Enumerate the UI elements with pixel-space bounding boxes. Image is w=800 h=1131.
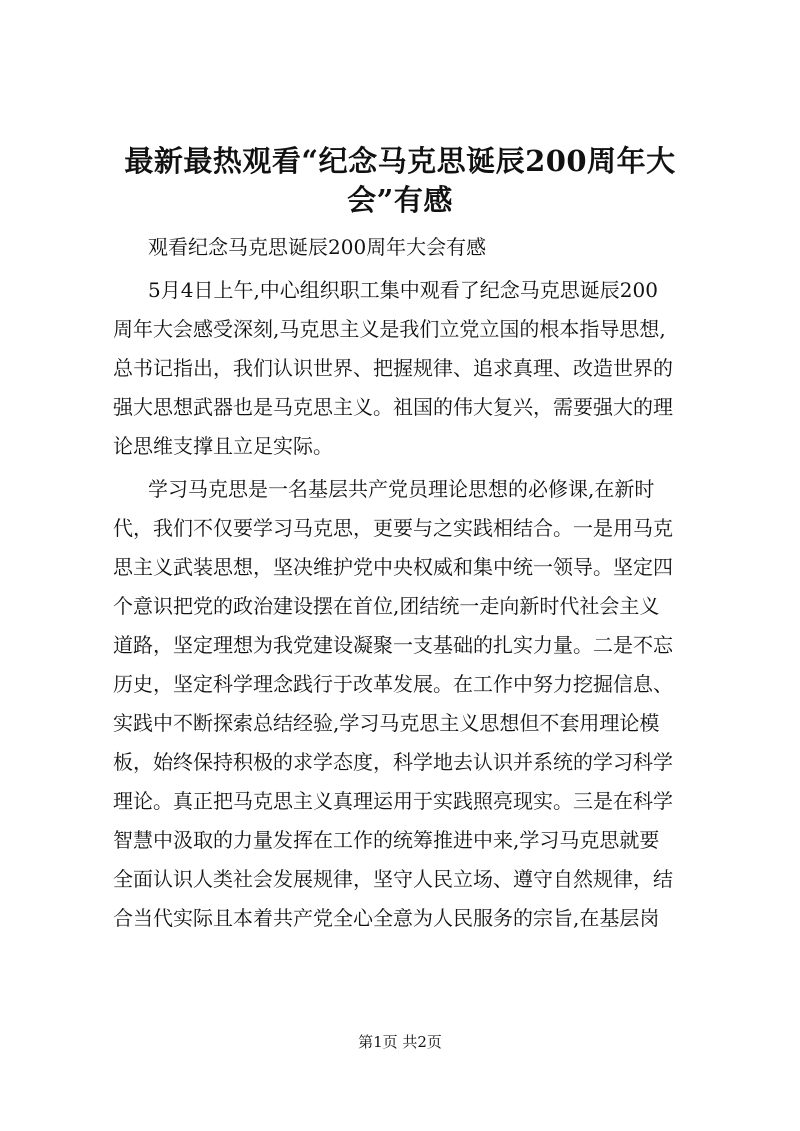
paragraph-2-line: 智慧中汲取的力量发挥在工作的统筹推进中来,学习马克思就要 bbox=[113, 828, 660, 852]
paragraph-2-line: 合当代实际且本着共产党全心全意为人民服务的宗旨,在基层岗 bbox=[113, 906, 660, 930]
paragraph-2-line: 板，始终保持积极的求学态度，科学地去认识并系统的学习科学 bbox=[113, 750, 673, 774]
paragraph-2-line: 代，我们不仅要学习马克思，更要与之实践相结合。一是用马克 bbox=[113, 516, 673, 540]
page-number-footer: 第1页 共2页 bbox=[358, 1033, 442, 1051]
paragraph-2-line: 实践中不断探索总结经验,学习马克思主义思想但不套用理论模 bbox=[113, 711, 660, 735]
paragraph-2-line: 全面认识人类社会发展规律，坚守人民立场、遵守自然规律，结 bbox=[113, 867, 673, 891]
paragraph-2-line: 道路，坚定理想为我党建设凝聚一支基础的扎实力量。二是不忘 bbox=[113, 633, 673, 657]
paragraph-2-line: 学习马克思是一名基层共产党员理论思想的必修课,在新时 bbox=[148, 477, 655, 501]
paragraph-2 bbox=[113, 470, 703, 938]
paragraph-2-line: 个意识把党的政治建设摆在首位,团结统一走向新时代社会主义 bbox=[113, 594, 660, 618]
paragraph-2-line: 思主义武装思想，坚决维护党中央权威和集中统一领导。坚定四 bbox=[113, 555, 673, 579]
subtitle: 观看纪念马克思诞辰200周年大会有感 bbox=[148, 235, 487, 259]
document-title bbox=[100, 142, 700, 220]
paragraph-1-line: 总书记指出，我们认识世界、把握规律、追求真理、改造世界的 bbox=[113, 356, 673, 380]
title-line-2: 会”有感 bbox=[347, 183, 453, 217]
paragraph-1-line: 论思维支撑且立足实际。 bbox=[113, 434, 333, 458]
paragraph-1 bbox=[113, 271, 703, 466]
paragraph-1-line: 5月4日上午,中心组织职工集中观看了纪念马克思诞辰200 bbox=[148, 278, 658, 302]
paragraph-1-line: 周年大会感受深刻,马克思主义是我们立党立国的根本指导思想, bbox=[113, 317, 666, 341]
paragraph-1-line: 强大思想武器也是马克思主义。祖国的伟大复兴，需要强大的理 bbox=[113, 395, 673, 419]
title-line-1: 最新最热观看“纪念马克思诞辰200周年大 bbox=[124, 144, 676, 178]
document-body bbox=[113, 228, 703, 938]
paragraph-2-line: 历史，坚定科学理念践行于改革发展。在工作中努力挖掘信息、 bbox=[113, 672, 673, 696]
paragraph-2-line: 理论。真正把马克思主义真理运用于实践照亮现实。三是在科学 bbox=[113, 789, 673, 813]
